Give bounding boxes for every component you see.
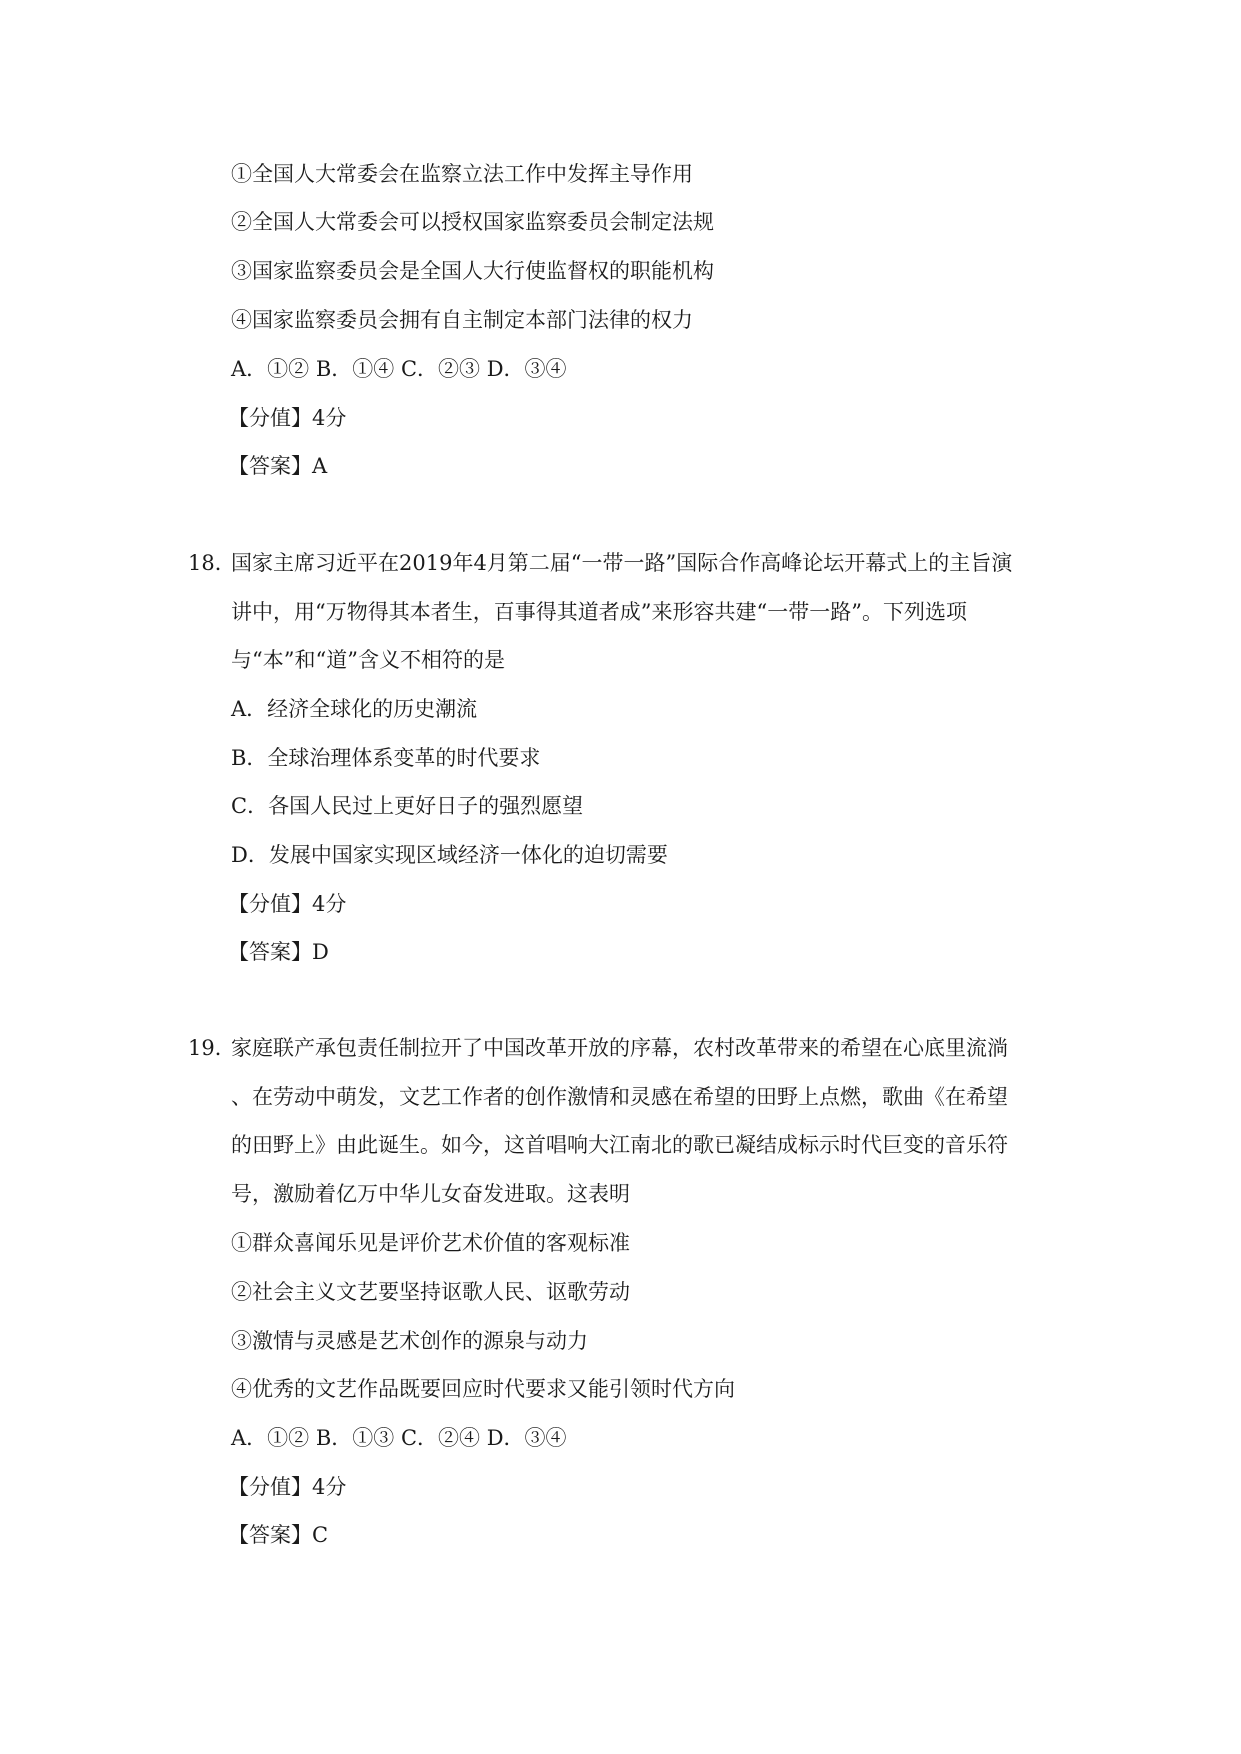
statement-2: ②全国人大常委会可以授权国家监察委员会制定法规 bbox=[231, 210, 714, 234]
q19-statement-3: ③激情与灵感是艺术创作的源泉与动力 bbox=[231, 1329, 588, 1353]
q18-score-label: 【分值】4分 bbox=[228, 892, 347, 916]
statement-3: ③国家监察委员会是全国人大行使监督权的职能机构 bbox=[231, 259, 714, 283]
q18-stem-line-3: 与“本”和“道”含义不相符的是 bbox=[231, 648, 505, 672]
q18-answer-label: 【答案】D bbox=[228, 940, 329, 964]
q19-statement-1: ①群众喜闻乐见是评价艺术价值的客观标准 bbox=[231, 1231, 630, 1255]
q19-stem-line-4: 号，激励着亿万中华儿女奋发进取。这表明 bbox=[231, 1182, 630, 1206]
q19-stem-line-1: 家庭联产承包责任制拉开了中国改革开放的序幕，农村改革带来的希望在心底里流淌 bbox=[231, 1036, 1008, 1060]
q19-answer-label: 【答案】C bbox=[228, 1523, 329, 1547]
q18-option-a: A．经济全球化的历史潮流 bbox=[231, 697, 478, 721]
q19-statement-2: ②社会主义文艺要坚持讴歌人民、讴歌劳动 bbox=[231, 1280, 630, 1304]
question-number-18: 18． bbox=[188, 551, 236, 575]
statement-1: ①全国人大常委会在监察立法工作中发挥主导作用 bbox=[231, 162, 693, 186]
answer-options: A．①② B．①④ C．②③ D．③④ bbox=[231, 357, 567, 381]
q19-statement-4: ④优秀的文艺作品既要回应时代要求又能引领时代方向 bbox=[231, 1377, 735, 1401]
q18-option-d: D．发展中国家实现区域经济一体化的迫切需要 bbox=[231, 843, 668, 867]
answer-label: 【答案】A bbox=[228, 454, 328, 478]
q19-stem-line-2: 、在劳动中萌发，文艺工作者的创作激情和灵感在希望的田野上点燃，歌曲《在希望 bbox=[231, 1085, 1008, 1109]
q18-option-c: C．各国人民过上更好日子的强烈愿望 bbox=[231, 794, 584, 818]
q18-stem-line-2: 讲中，用“万物得其本者生，百事得其道者成”来形容共建“一带一路”。下列选项 bbox=[231, 600, 967, 624]
q18-stem-line-1: 国家主席习近平在2019年4月第二届“一带一路”国际合作高峰论坛开幕式上的主旨演 bbox=[231, 551, 1013, 575]
question-number-19: 19． bbox=[188, 1036, 236, 1060]
q18-option-b: B．全球治理体系变革的时代要求 bbox=[231, 746, 541, 770]
q19-stem-line-3: 的田野上》由此诞生。如今，这首唱响大江南北的歌已凝结成标示时代巨变的音乐符 bbox=[231, 1133, 1008, 1157]
q19-score-label: 【分值】4分 bbox=[228, 1475, 347, 1499]
score-label: 【分值】4分 bbox=[228, 406, 347, 430]
q19-answer-options: A．①② B．①③ C．②④ D．③④ bbox=[231, 1426, 567, 1450]
statement-4: ④国家监察委员会拥有自主制定本部门法律的权力 bbox=[231, 308, 693, 332]
